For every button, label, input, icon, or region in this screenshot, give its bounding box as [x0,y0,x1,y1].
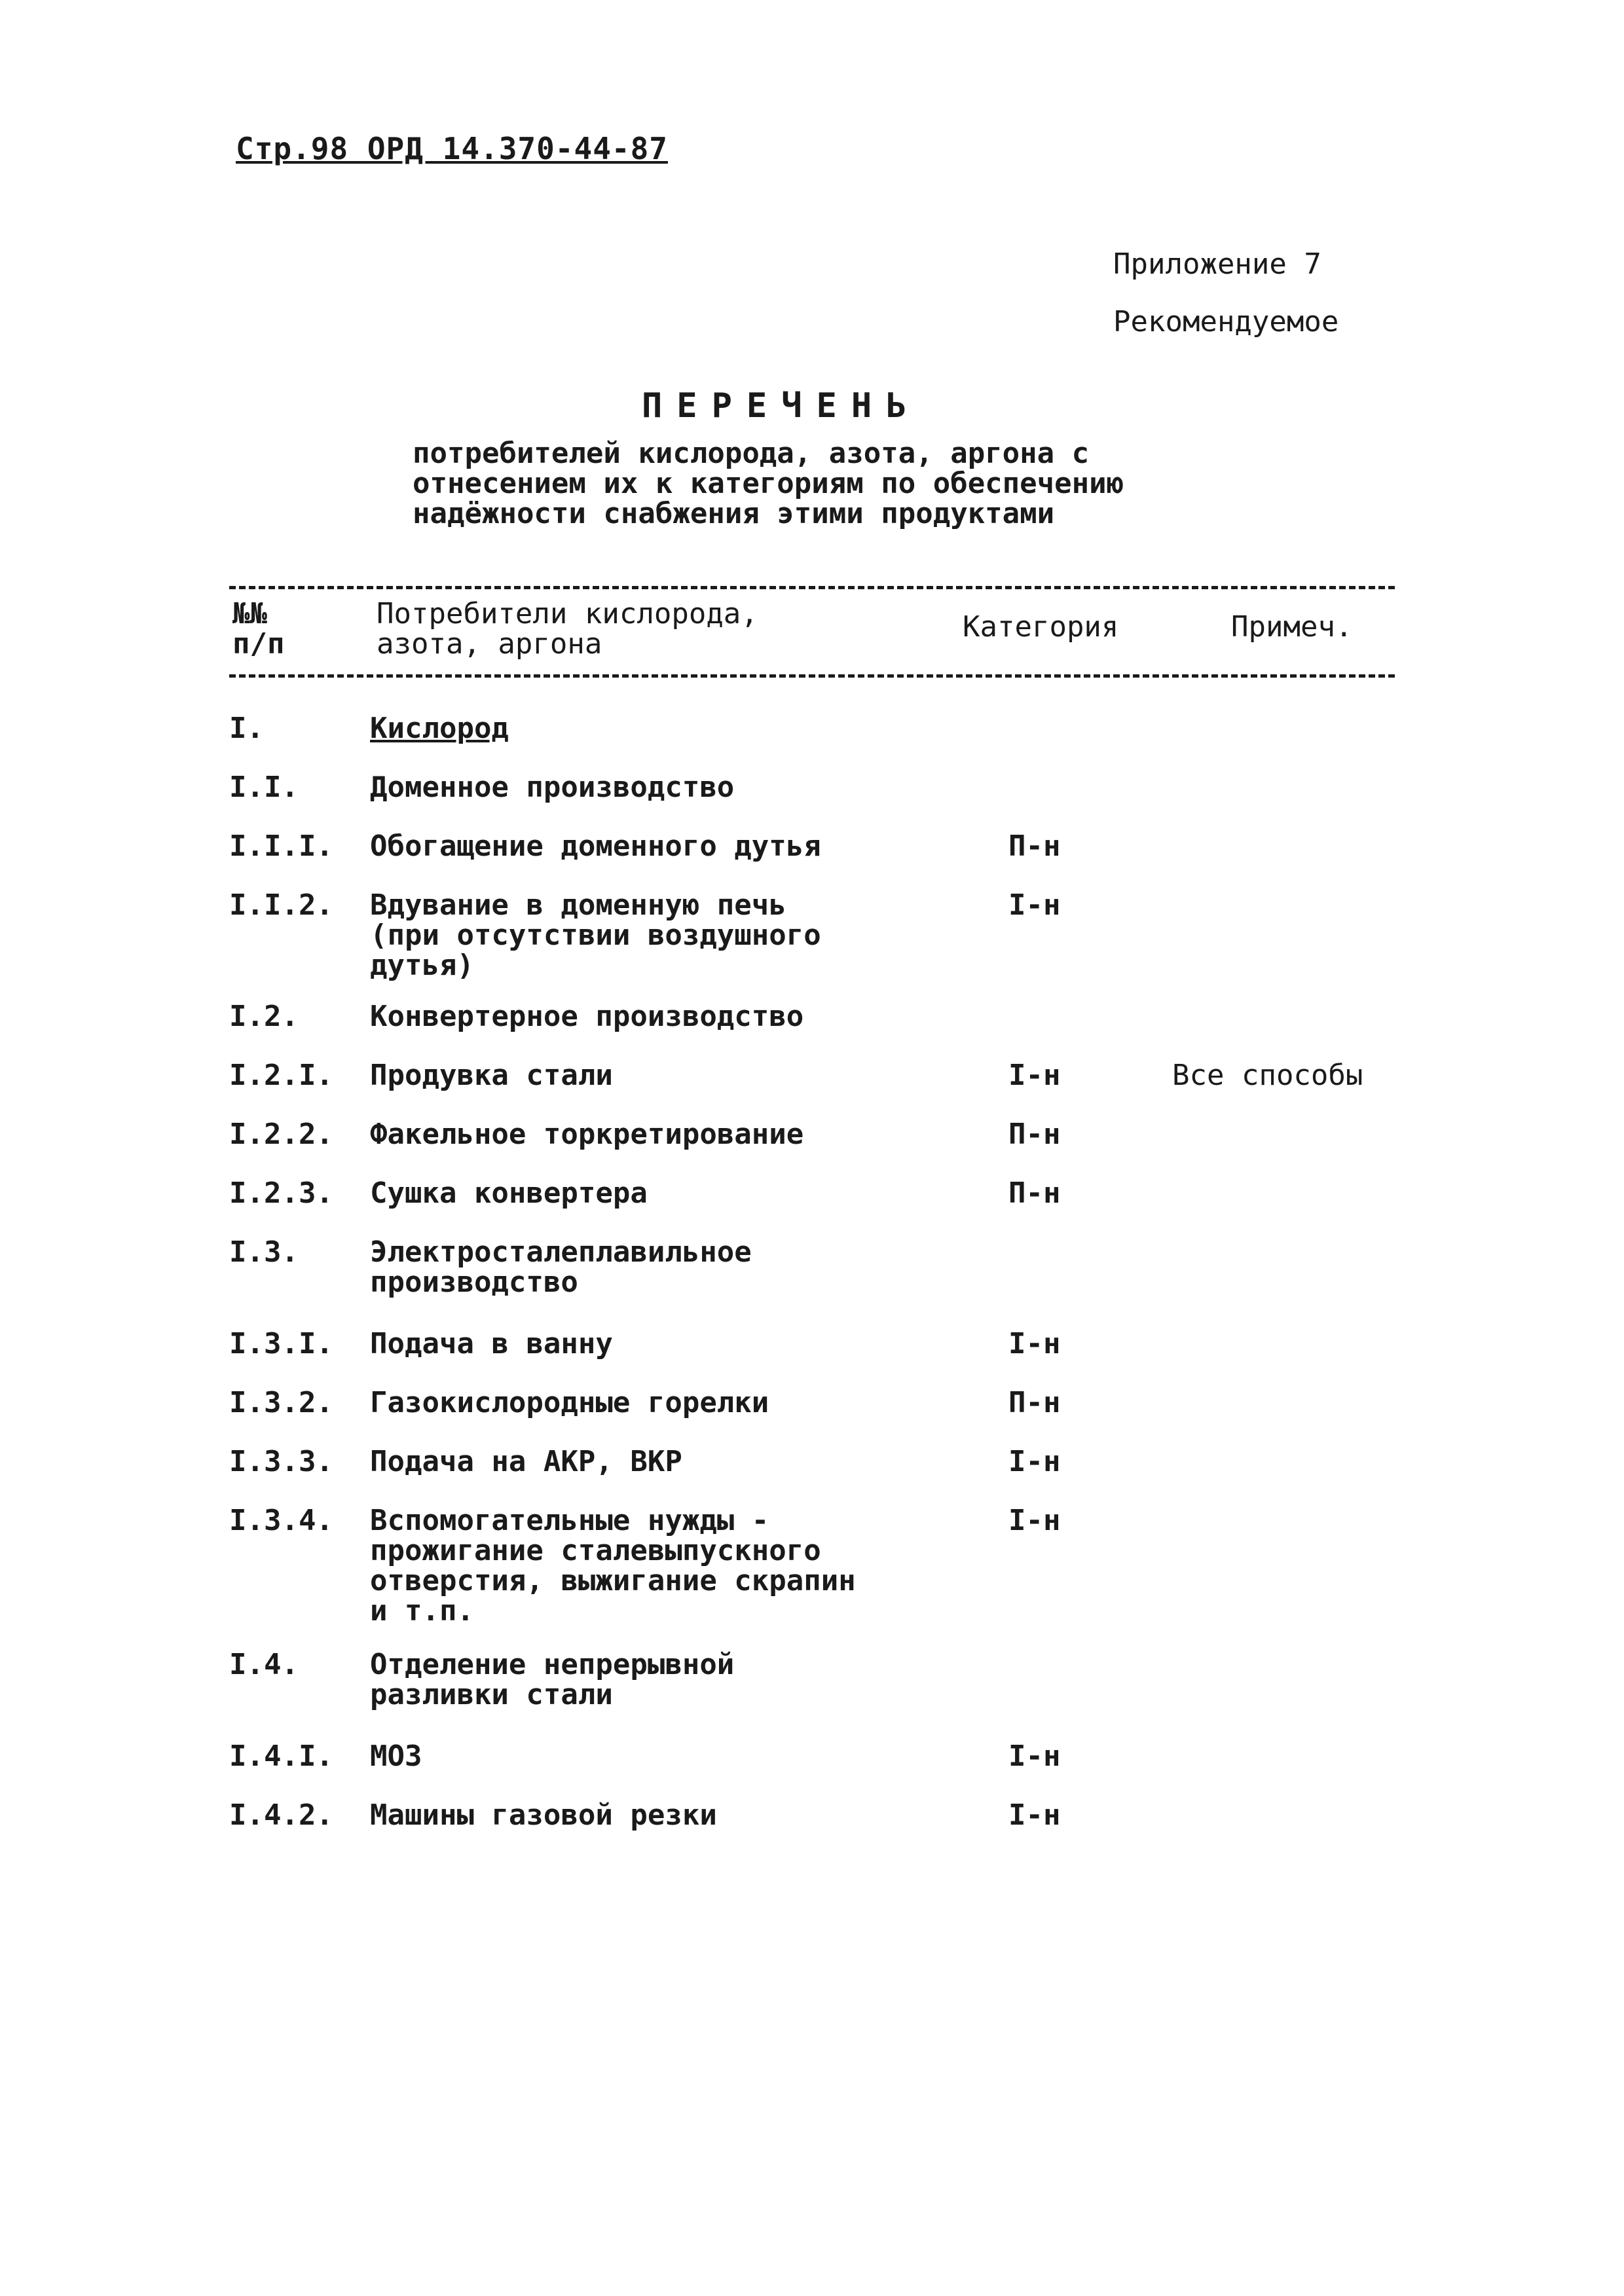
row-category: П-н [1008,1386,1061,1419]
row-number: I.3.3. [229,1445,333,1478]
row-consumer: Газокислородные горелки [370,1386,769,1419]
row-category: I-н [1008,1798,1061,1832]
row-consumer: Вспомогательные нужды - прожигание сталевыпускного отверстия, выжигание скрапин и т.п. [370,1504,856,1628]
row-number: I.2. [229,1000,299,1033]
row-consumer: Факельное торкретирование [370,1118,804,1151]
row-number: I.4. [229,1648,299,1681]
header-consumers-line: Потребители кислорода, [377,597,758,630]
row-consumer: Конвертерное производство [370,1000,804,1033]
appendix-number: Приложение 7 [1113,247,1321,281]
header-note: Примеч. [1231,610,1353,644]
row-category: I-н [1008,1740,1061,1773]
header-number-line: №№ [232,597,267,630]
row-number: I.3.2. [229,1386,333,1419]
row-consumer: Электросталеплавильное производство [370,1235,752,1299]
row-consumer: Доменное производство [370,771,735,804]
header-number-line: п/п [232,627,285,661]
subtitle-line: потребителей кислорода, азота, аргона с [413,437,1090,470]
row-consumer: Обогащение доменного дутья [370,829,821,863]
page-reference: Стр.98 ОРД 14.370-44-87 [236,131,668,166]
row-number: I. [229,712,264,745]
row-note: Все способы [1172,1059,1363,1092]
row-consumer: Машины газовой резки [370,1798,717,1832]
row-number: I.I. [229,771,299,804]
row-number: I.I.I. [229,829,333,863]
appendix-status: Рекомендуемое [1113,305,1339,338]
row-number: I.2.I. [229,1059,333,1092]
row-category: П-н [1008,1176,1061,1210]
row-consumer: МОЗ [370,1740,422,1773]
row-number: I.2.3. [229,1176,333,1210]
row-number: I.3.4. [229,1504,333,1537]
row-category: I-н [1008,888,1061,922]
header-consumers [377,599,758,659]
subtitle-line: надёжности снабжения этими продуктами [413,497,1055,530]
row-consumer: Отделение непрерывной разливки стали [370,1648,735,1711]
row-category: П-н [1008,829,1061,863]
row-category: I-н [1008,1445,1061,1478]
table-top-rule [229,586,1395,589]
row-consumer: Вдувание в доменную печь (при отсутствии воздушного дутья) [370,888,821,982]
row-consumer: Сушка конвертера [370,1176,648,1210]
row-number: I.4.2. [229,1798,333,1832]
header-consumers-line: азота, аргона [377,627,602,661]
row-number: I.4.I. [229,1740,333,1773]
row-category: I-н [1008,1059,1061,1092]
row-number: I.3. [229,1235,299,1269]
appendix-block [1113,236,1338,351]
header-category: Категория [963,610,1119,644]
row-number: I.2.2. [229,1118,333,1151]
row-category: I-н [1008,1327,1061,1360]
header-number [232,599,284,659]
row-number: I.I.2. [229,888,333,922]
row-consumer: Продувка стали [370,1059,613,1092]
table-header-rule [229,674,1395,678]
document-subtitle [413,439,1124,529]
row-category: I-н [1008,1504,1061,1537]
row-consumer: Кислород [370,712,509,745]
row-consumer: Подача в ванну [370,1327,613,1360]
row-category: П-н [1008,1118,1061,1151]
row-consumer: Подача на АКР, ВКР [370,1445,682,1478]
document-title: ПЕРЕЧЕНЬ [642,386,921,426]
subtitle-line: отнесением их к категориям по обеспечению [413,467,1124,500]
row-number: I.3.I. [229,1327,333,1360]
